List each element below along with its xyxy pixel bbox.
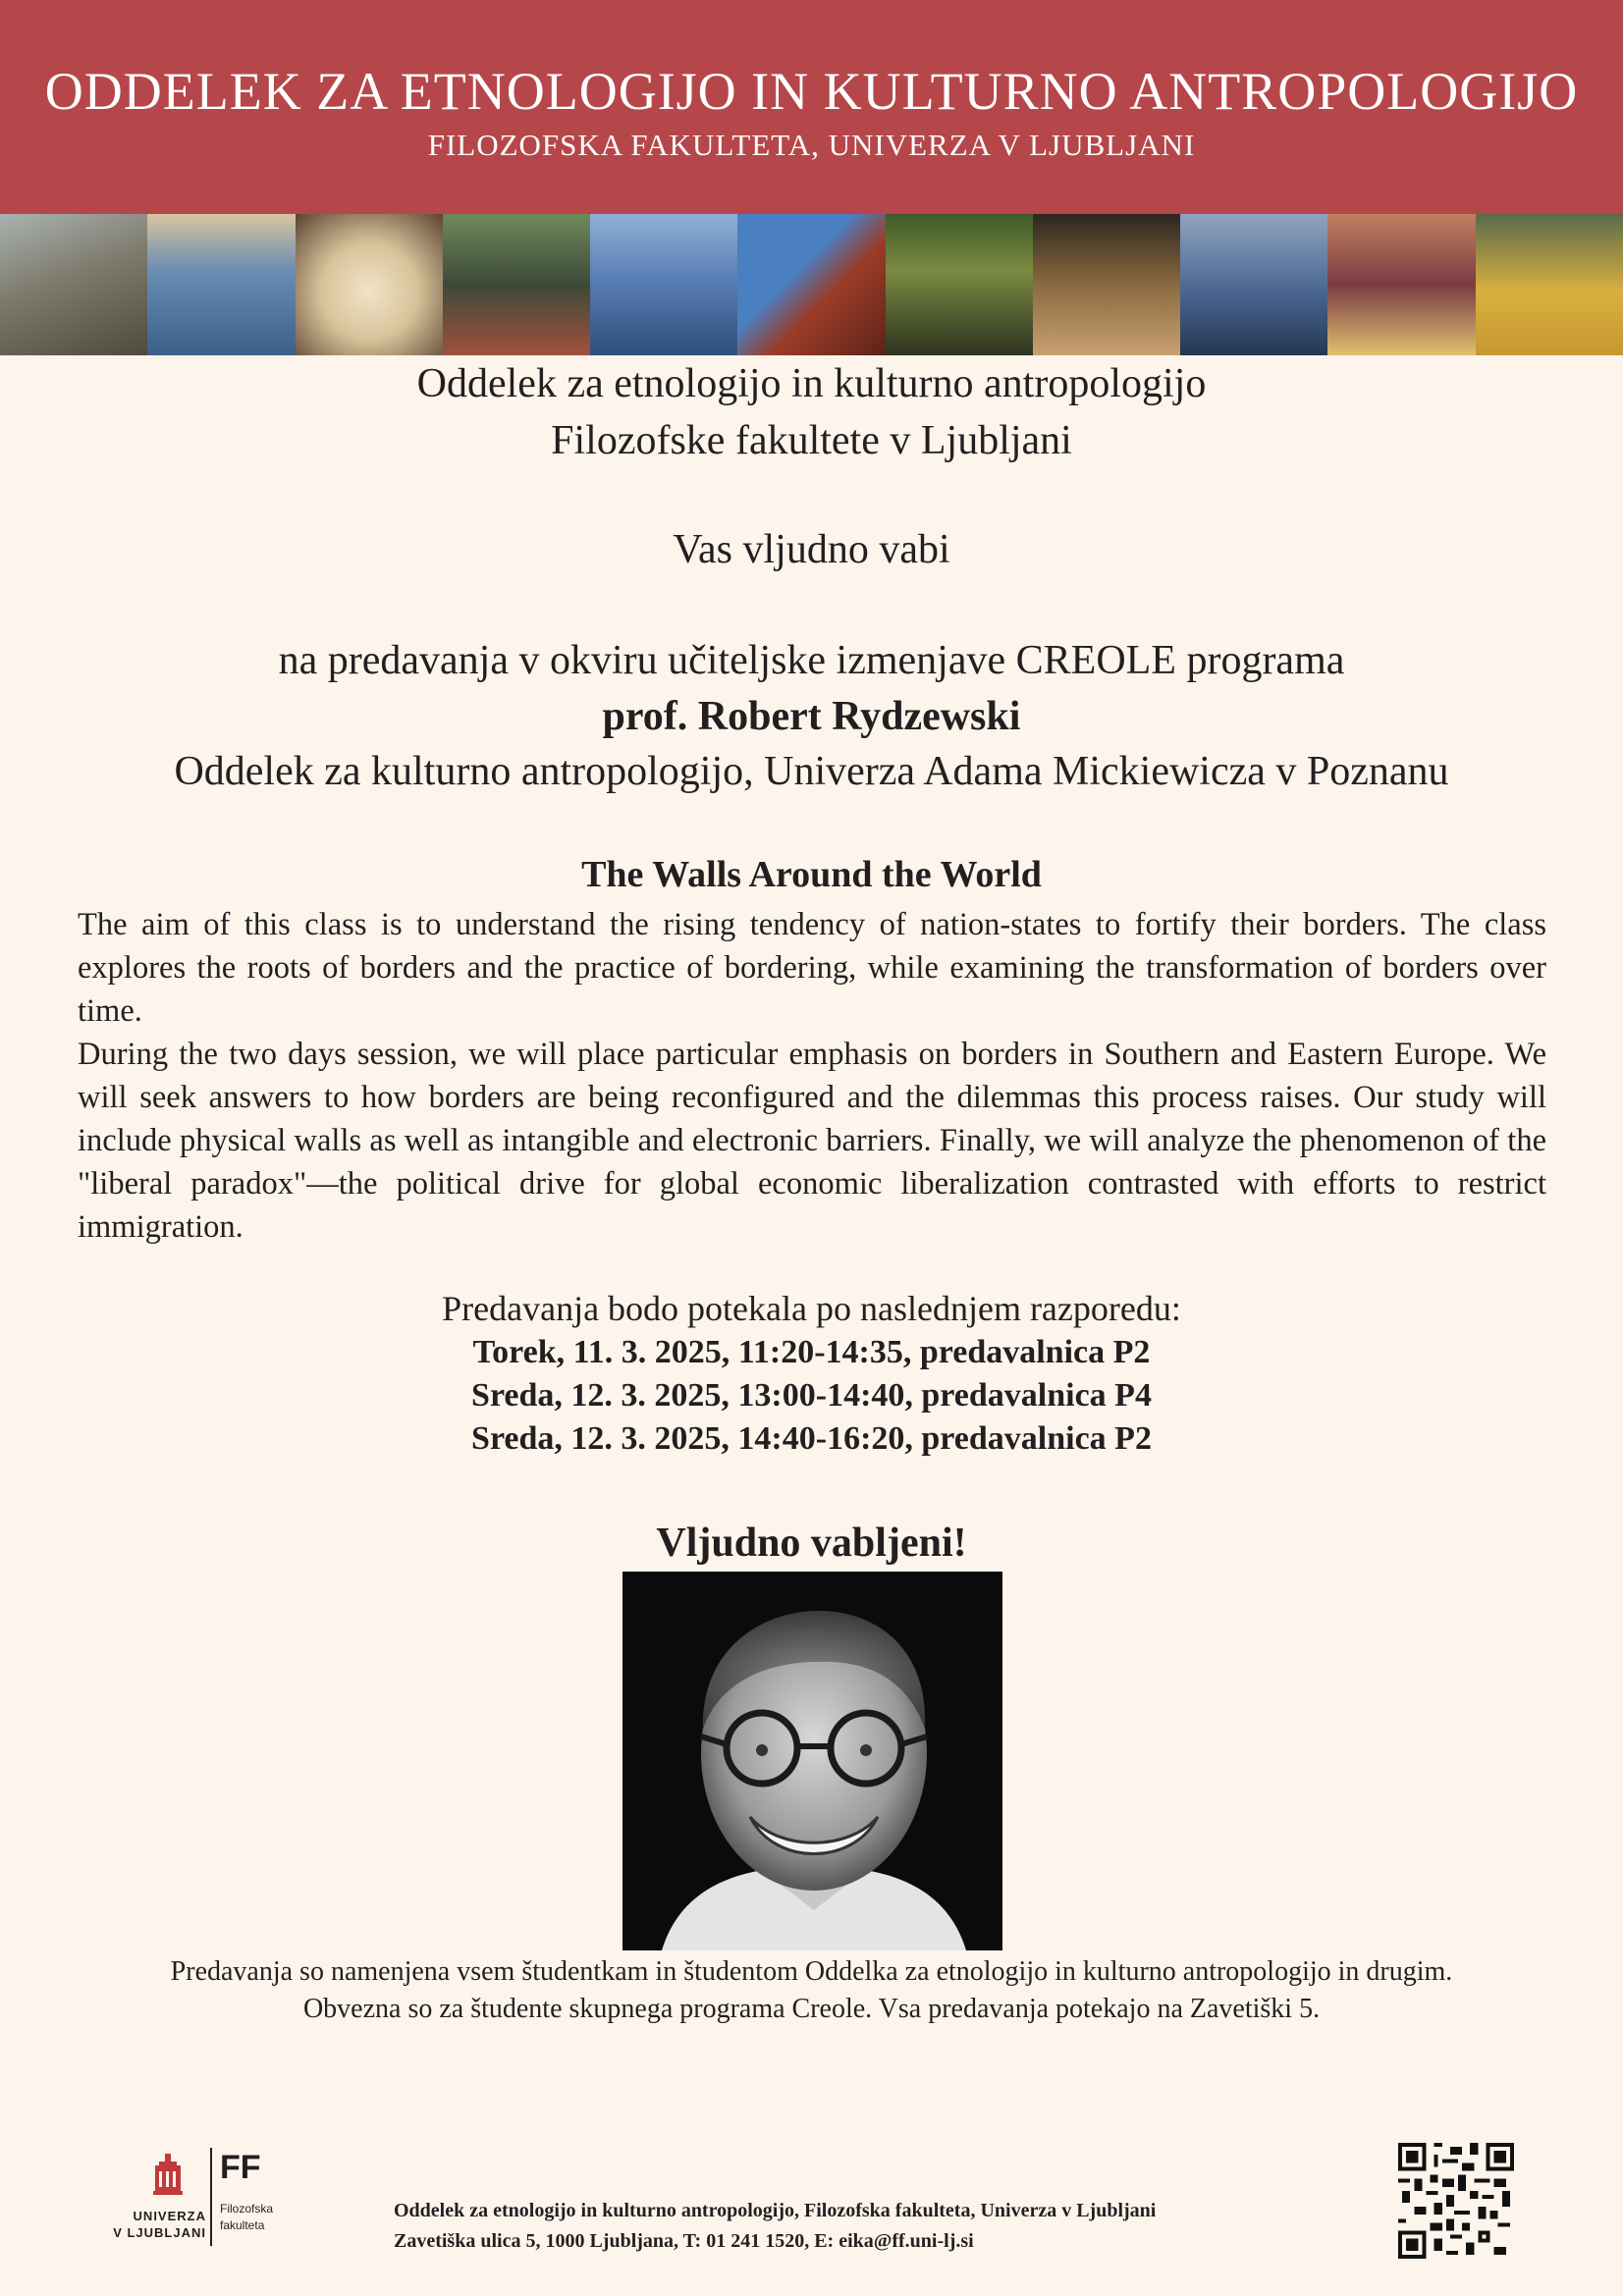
university-building-icon: [98, 2148, 206, 2197]
schedule-item: Torek, 11. 3. 2025, 11:20-14:35, predavalnica P2: [472, 1334, 1151, 1370]
qr-code-image: [1398, 2143, 1514, 2259]
photo-crowd: [590, 214, 737, 355]
ff-logo-mark: FF: [220, 2149, 261, 2186]
closing-line: Vljudno vabljeni!: [656, 1521, 967, 1566]
header-title: ODDELEK ZA ETNOLOGIJO IN KULTURNO ANTROPOLOGIJO: [44, 62, 1579, 121]
header-subtitle: FILOZOFSKA FAKULTETA, UNIVERZA V LJUBLJANI: [427, 128, 1196, 162]
invites-line: Vas vljudno vabi: [673, 527, 950, 572]
photo-dancers: [443, 214, 590, 355]
photo-cheese-stand: [1476, 214, 1623, 355]
faculty-logo: [210, 2148, 289, 2246]
contact-line-2: Zavetiška ulica 5, 1000 Ljubljana, T: 01 241 1520, E: eika@ff.uni-lj.si: [394, 2230, 974, 2252]
org-line-1: Oddelek za etnologijo in kulturno antropologijo: [416, 361, 1207, 406]
schedule-intro: Predavanja bodo potekala po naslednjem razporedu:: [442, 1289, 1181, 1328]
header-banner: [0, 0, 1623, 214]
lecture-abstract: [78, 903, 1546, 1249]
lecture-title: The Walls Around the World: [581, 854, 1042, 895]
photo-dumplings: [296, 214, 443, 355]
speaker-name: prof. Robert Rydzewski: [602, 694, 1021, 739]
photo-kurent-mask: [886, 214, 1033, 355]
university-logo-text-2: V LJUBLJANI: [113, 2225, 206, 2240]
qr-code-icon[interactable]: [1398, 2143, 1514, 2259]
lecture-intro: na predavanja v okviru učiteljske izmenjave CREOLE programa: [278, 638, 1345, 683]
org-line-2: Filozofske fakultete v Ljubljani: [551, 418, 1072, 463]
photo-tuareg-man: [147, 214, 295, 355]
faculty-logo-text-1: Filozofska: [220, 2202, 274, 2216]
photo-outdoor-market: [1327, 214, 1475, 355]
photo-collage-strip: [0, 214, 1623, 355]
contact-line-1: Oddelek za etnologijo in kulturno antropologijo, Filozofska fakulteta, Univerza v Ljubljani: [394, 2200, 1157, 2221]
abstract-paragraph-1: The aim of this class is to understand the rising tendency of nation-states to fortify their borders. The class explores the roots of borders and the practice of bordering, while examining the transformation of borders over time.: [78, 907, 1546, 1029]
schedule-item: Sreda, 12. 3. 2025, 13:00-14:40, predavalnica P4: [471, 1377, 1152, 1414]
audience-note-line-2: Obvezna so za študente skupnega programa Creole. Vsa predavanja potekajo na Zavetiški 5.: [302, 1994, 1321, 2024]
photo-market-stall: [1033, 214, 1180, 355]
photo-carved-roof: [737, 214, 885, 355]
university-logo: [98, 2148, 206, 2246]
speaker-portrait-image: [622, 1572, 1002, 1950]
abstract-paragraph-2: During the two days session, we will place particular emphasis on borders in Southern and Eastern Europe. We will seek answers to how borders are being reconfigured and the dilemmas this process raises. Our study will include physical walls as well as intangible and electronic barriers. Finally, we will analyze the phenomenon of the "liberal paradox"—the political drive for global economic liberalization contrasted with efforts to restrict immigration.: [78, 1037, 1546, 1245]
university-logo-text-1: UNIVERZA: [133, 2209, 206, 2223]
photo-old-house: [0, 214, 147, 355]
schedule-item: Sreda, 12. 3. 2025, 14:40-16:20, predavalnica P2: [471, 1420, 1152, 1457]
photo-skyscrapers: [1180, 214, 1327, 355]
speaker-affiliation: Oddelek za kulturno antropologijo, Univerza Adama Mickiewicza v Poznanu: [174, 749, 1449, 794]
speaker-portrait: [622, 1572, 1002, 1950]
faculty-logo-text-2: fakulteta: [220, 2218, 265, 2232]
audience-note-line-1: Predavanja so namenjena vsem študentkam in študentom Oddelka za etnologijo in kulturno antropologijo in drugim.: [170, 1956, 1453, 1987]
contact-info: [394, 2196, 1376, 2257]
